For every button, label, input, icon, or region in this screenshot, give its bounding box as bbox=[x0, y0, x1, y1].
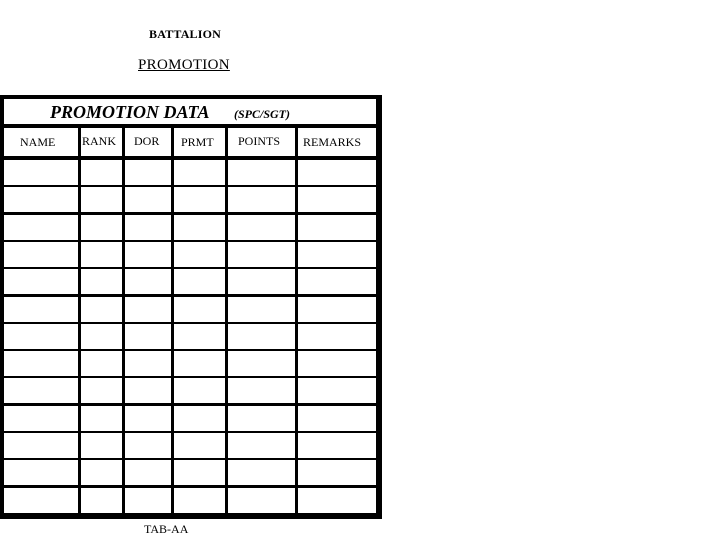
column-header-points: POINTS bbox=[238, 134, 281, 148]
entry-cell-rank[interactable] bbox=[81, 433, 122, 458]
entry-cell-dor[interactable] bbox=[125, 187, 171, 212]
column-header-dor: DOR bbox=[134, 134, 160, 148]
entry-cell-dor[interactable] bbox=[125, 160, 171, 185]
entry-cell-name[interactable] bbox=[4, 215, 78, 240]
entry-cell-rank[interactable] bbox=[81, 488, 122, 513]
entry-cell-prmt[interactable] bbox=[174, 488, 225, 513]
entry-cell-remarks[interactable] bbox=[298, 488, 376, 513]
entry-cell-remarks[interactable] bbox=[298, 242, 376, 267]
entry-cell-rank[interactable] bbox=[81, 406, 122, 431]
entry-cell-points[interactable] bbox=[228, 324, 295, 349]
entry-cell-name[interactable] bbox=[4, 460, 78, 485]
column-header-rank: RANK bbox=[82, 134, 117, 148]
entry-cell-remarks[interactable] bbox=[298, 297, 376, 322]
entry-cell-name[interactable] bbox=[4, 488, 78, 513]
entry-cell-name[interactable] bbox=[4, 187, 78, 212]
entry-cell-points[interactable] bbox=[228, 433, 295, 458]
column-header-remarks: REMARKS bbox=[303, 135, 362, 149]
entry-cell-name[interactable] bbox=[4, 406, 78, 431]
promotion-label: PROMOTION bbox=[138, 57, 230, 73]
entry-cell-rank[interactable] bbox=[81, 324, 122, 349]
entry-cell-prmt[interactable] bbox=[174, 269, 225, 294]
entry-cell-remarks[interactable] bbox=[298, 433, 376, 458]
entry-cell-name[interactable] bbox=[4, 433, 78, 458]
entry-cell-prmt[interactable] bbox=[174, 433, 225, 458]
entry-cell-remarks[interactable] bbox=[298, 406, 376, 431]
entry-cell-prmt[interactable] bbox=[174, 215, 225, 240]
entry-cell-remarks[interactable] bbox=[298, 215, 376, 240]
entry-cell-rank[interactable] bbox=[81, 269, 122, 294]
entry-cell-name[interactable] bbox=[4, 242, 78, 267]
entry-cell-points[interactable] bbox=[228, 160, 295, 185]
form-subtitle: (SPC/SGT) bbox=[234, 107, 291, 121]
entry-cell-remarks[interactable] bbox=[298, 378, 376, 403]
entry-cell-dor[interactable] bbox=[125, 488, 171, 513]
entry-cell-name[interactable] bbox=[4, 297, 78, 322]
entry-cell-points[interactable] bbox=[228, 269, 295, 294]
entry-cell-rank[interactable] bbox=[81, 187, 122, 212]
entry-cell-points[interactable] bbox=[228, 460, 295, 485]
entry-cell-rank[interactable] bbox=[81, 378, 122, 403]
entry-cell-dor[interactable] bbox=[125, 269, 171, 294]
entry-cell-points[interactable] bbox=[228, 488, 295, 513]
entry-cell-remarks[interactable] bbox=[298, 187, 376, 212]
entry-cell-rank[interactable] bbox=[81, 460, 122, 485]
entry-cell-dor[interactable] bbox=[125, 378, 171, 403]
entry-cell-prmt[interactable] bbox=[174, 187, 225, 212]
entry-cell-name[interactable] bbox=[4, 351, 78, 376]
entry-cell-dor[interactable] bbox=[125, 406, 171, 431]
column-header-name: NAME bbox=[20, 135, 56, 149]
entry-cell-prmt[interactable] bbox=[174, 160, 225, 185]
entry-cell-prmt[interactable] bbox=[174, 406, 225, 431]
entry-cell-points[interactable] bbox=[228, 242, 295, 267]
entry-cell-rank[interactable] bbox=[81, 160, 122, 185]
entry-cell-name[interactable] bbox=[4, 324, 78, 349]
entry-cell-rank[interactable] bbox=[81, 351, 122, 376]
entry-cell-dor[interactable] bbox=[125, 297, 171, 322]
entry-cell-rank[interactable] bbox=[81, 242, 122, 267]
entry-cell-dor[interactable] bbox=[125, 351, 171, 376]
entry-cell-name[interactable] bbox=[4, 160, 78, 185]
entry-cell-remarks[interactable] bbox=[298, 324, 376, 349]
entry-cell-dor[interactable] bbox=[125, 460, 171, 485]
entry-cell-dor[interactable] bbox=[125, 433, 171, 458]
entry-cell-prmt[interactable] bbox=[174, 460, 225, 485]
entry-cell-remarks[interactable] bbox=[298, 351, 376, 376]
entry-cell-points[interactable] bbox=[228, 297, 295, 322]
entry-cell-points[interactable] bbox=[228, 351, 295, 376]
entry-cell-dor[interactable] bbox=[125, 215, 171, 240]
column-header-prmt: PRMT bbox=[181, 135, 214, 149]
entry-cell-dor[interactable] bbox=[125, 242, 171, 267]
entry-cell-prmt[interactable] bbox=[174, 351, 225, 376]
entry-cell-rank[interactable] bbox=[81, 297, 122, 322]
entry-cell-dor[interactable] bbox=[125, 324, 171, 349]
battalion-label: BATTALION bbox=[149, 27, 222, 41]
entry-cell-prmt[interactable] bbox=[174, 378, 225, 403]
entry-cell-name[interactable] bbox=[4, 269, 78, 294]
entry-cell-points[interactable] bbox=[228, 406, 295, 431]
entry-cell-prmt[interactable] bbox=[174, 297, 225, 322]
entry-cell-prmt[interactable] bbox=[174, 242, 225, 267]
form-title: PROMOTION DATA bbox=[50, 102, 210, 122]
entry-cell-points[interactable] bbox=[228, 378, 295, 403]
entry-cell-points[interactable] bbox=[228, 187, 295, 212]
entry-cell-remarks[interactable] bbox=[298, 160, 376, 185]
entry-cell-remarks[interactable] bbox=[298, 269, 376, 294]
entry-cell-remarks[interactable] bbox=[298, 460, 376, 485]
entry-cell-points[interactable] bbox=[228, 215, 295, 240]
entry-cell-prmt[interactable] bbox=[174, 324, 225, 349]
tab-label: TAB-AA bbox=[144, 522, 189, 536]
entry-cell-name[interactable] bbox=[4, 378, 78, 403]
entry-cell-rank[interactable] bbox=[81, 215, 122, 240]
